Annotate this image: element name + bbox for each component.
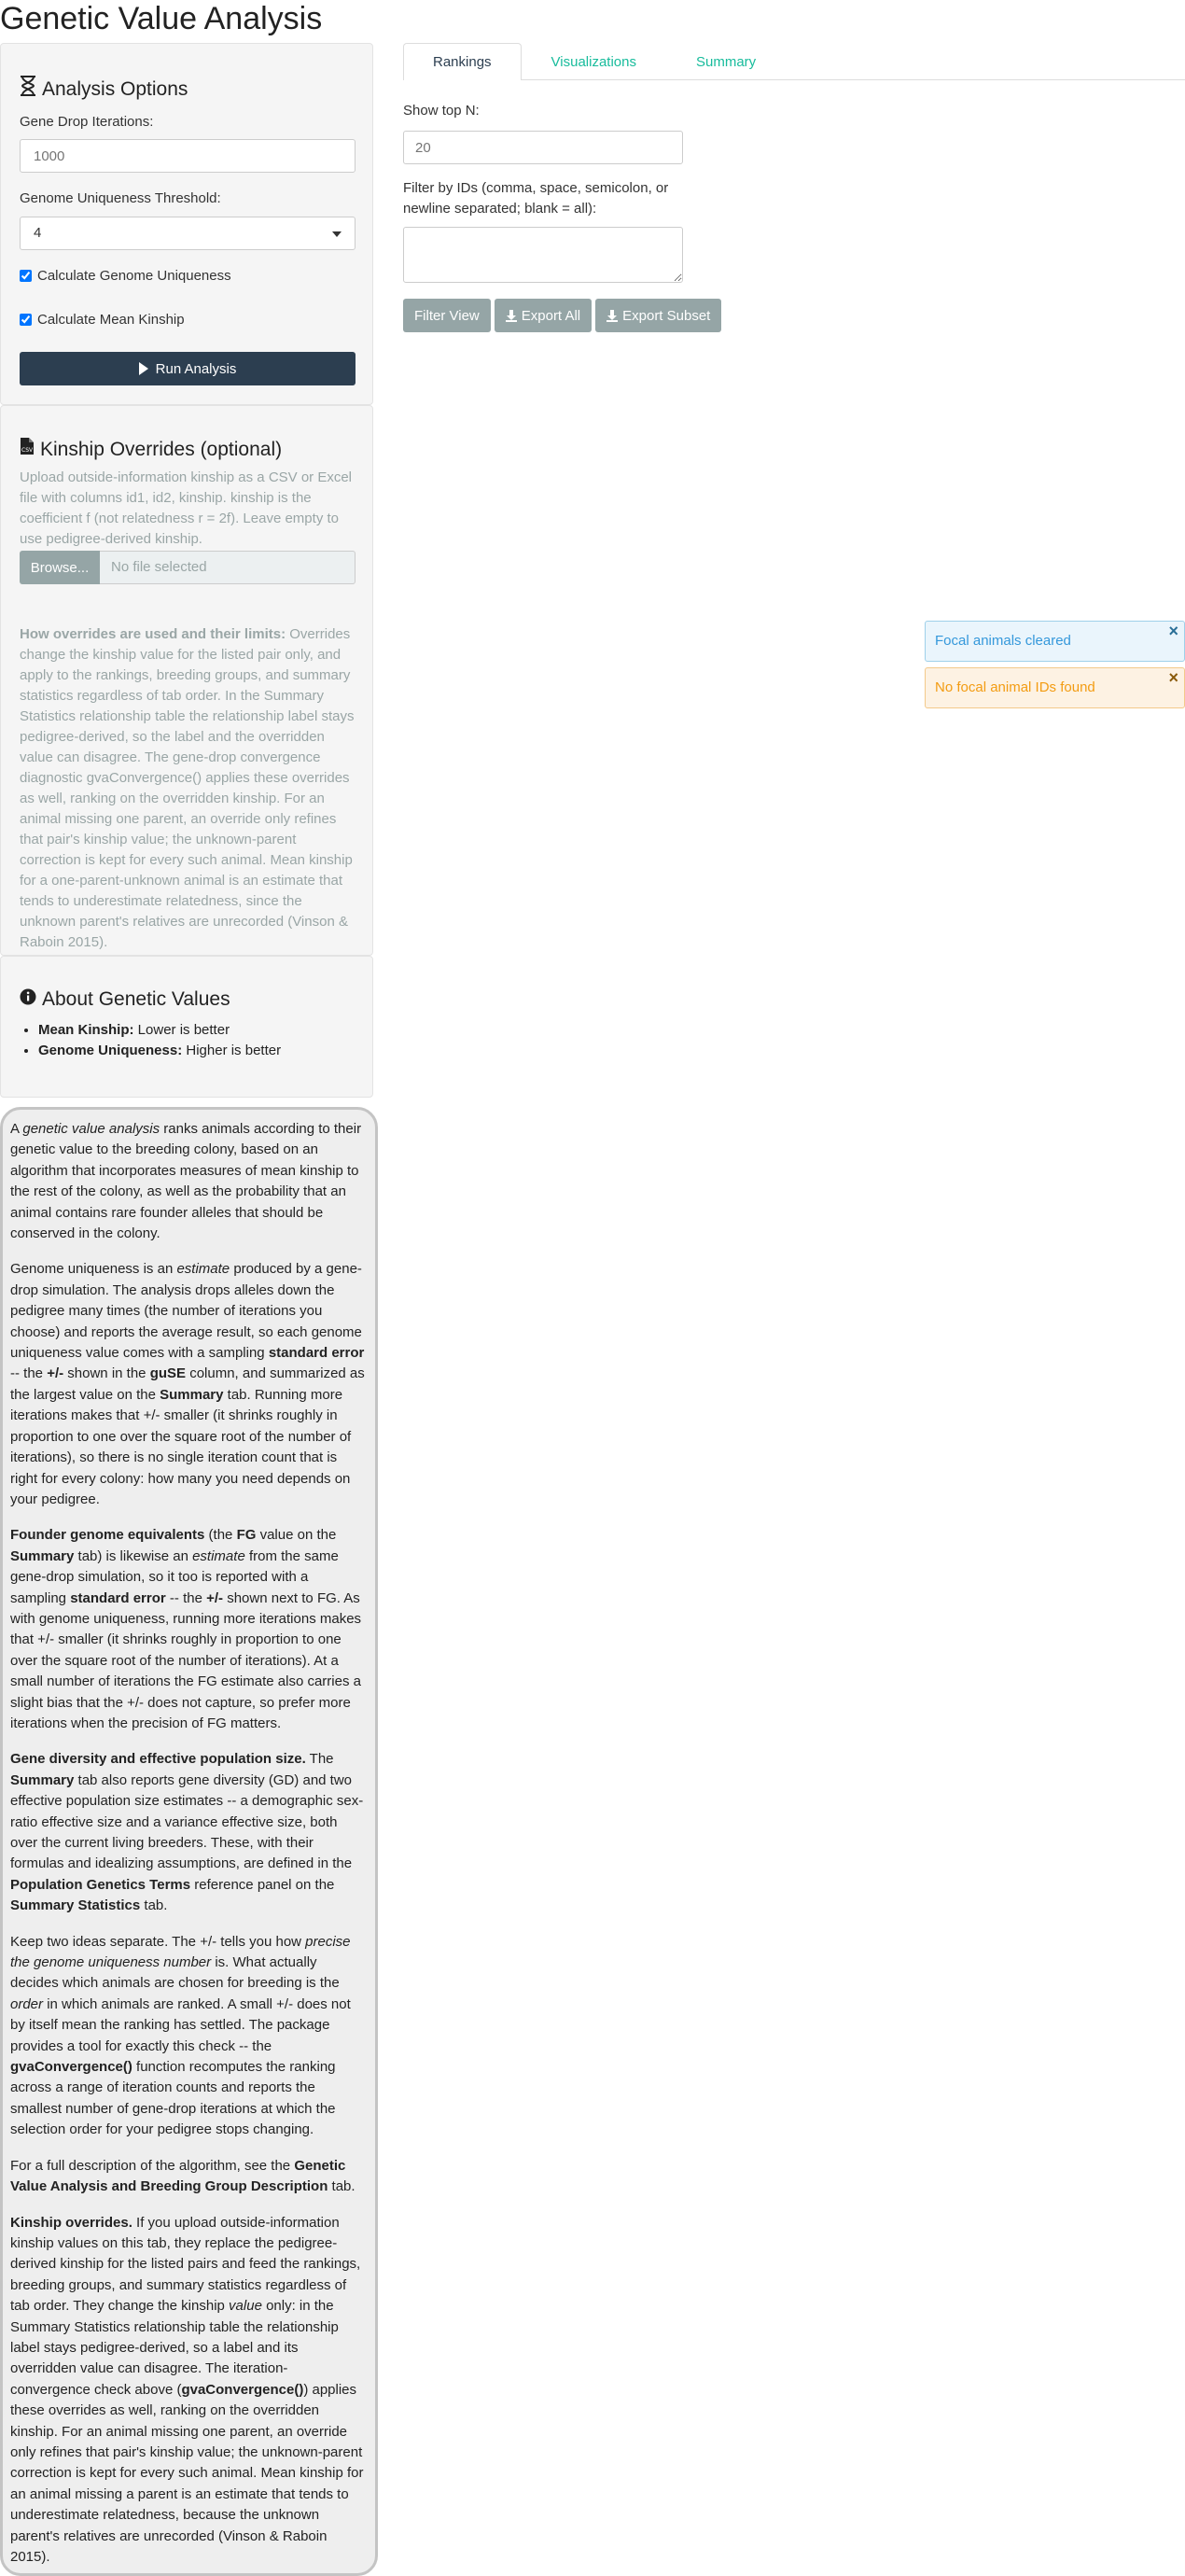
- calc-mk-label: Calculate Mean Kinship: [37, 312, 185, 328]
- tab-summary[interactable]: Summary: [696, 54, 757, 70]
- about-item-term: Mean Kinship:: [38, 1022, 134, 1038]
- notification-text: No focal animal IDs found: [935, 679, 1095, 695]
- export-all-button[interactable]: [495, 299, 592, 332]
- tab-rankings[interactable]: Rankings: [403, 43, 522, 80]
- close-icon[interactable]: ×: [1168, 622, 1178, 640]
- top-n-input[interactable]: [403, 131, 683, 164]
- download-icon: [606, 310, 618, 322]
- description-box: [0, 1107, 378, 2576]
- desc-paragraph-7: Kinship overrides. If you upload outside-information kinship values on this tab, they replace the pedigree-derived kinship for the listed pairs and feed the rankings, breeding groups, and summary statistics regardless of tab order. They change the kinship value only: in the Summary Statistics relationship table the relationship label stays pedigree-derived, so a label and its overridden value can disagree. The iteration-convergence check above (gvaConvergence()) applies these overrides as well, ranking on the overridden kinship. For an animal missing one parent, an override only refines that pair's kinship value; the unknown-parent correction is kept for every such animal. Mean kinship for an animal missing a parent is an estimate that tends to underestimate relatedness, because the unknown parent's relatives are unrecorded (Vinson & Raboin 2015).: [10, 2214, 364, 2565]
- desc-paragraph-1: A genetic value analysis ranks animals according to their genetic value to the breeding colony, based on an algorithm that incorporates measures of mean kinship to the rest of the colony, as well as the probability that an animal contains rare founder alleles that should be conserved in the colony.: [10, 1121, 362, 1242]
- run-analysis-button[interactable]: [20, 352, 356, 385]
- chevron-down-icon: [332, 231, 342, 237]
- kinship-overrides-panel: [0, 405, 373, 956]
- desc-paragraph-4: Gene diversity and effective population size. The Summary tab also reports gene diversity (GD) and two effective population size estimates -- a demographic sex-ratio effective size and a variance effective size, both over the current living breeders. These, with their formulas and idealizing assumptions, are defined in the Population Genetics Terms reference panel on the Summary Statistics tab.: [10, 1751, 364, 1914]
- notification-text: Focal animals cleared: [935, 633, 1071, 649]
- page-title: Genetic Value Analysis: [0, 1, 323, 36]
- filter-view-button[interactable]: [403, 299, 491, 332]
- close-icon[interactable]: ×: [1168, 668, 1178, 687]
- desc-paragraph-2: Genome uniqueness is an estimate produced by a gene-drop simulation. The analysis drops alleles down the pedigree many times (the number of iterations you choose) and reports the average result, so each genome uniqueness value comes with a sampling standard error -- the +/- shown in the guSE column, and summarized as the largest value on the Summary tab. Running more iterations makes that +/- smaller (it shrinks roughly in proportion to one over the square root of the number of iterations), so there is no single iteration count that is right for every colony: how many you need depends on your pedigree.: [10, 1261, 365, 1507]
- filter-ids-textarea[interactable]: [403, 227, 683, 283]
- about-item-text: Lower is better: [133, 1022, 230, 1038]
- about-item-genome-uniqueness: [38, 1041, 281, 1061]
- analysis-options-header: [20, 76, 188, 104]
- export-subset-label: Export Subset: [622, 307, 711, 324]
- desc-paragraph-3: Founder genome equivalents (the FG value on the Summary tab) is likewise an estimate from the same gene-drop simulation, so it too is reported with a sampling standard error -- the +/- shown next to FG. As with genome uniqueness, running more iterations makes that +/- smaller (it shrinks roughly in proportion to one over the square root of the number of iterations). At a small number of iterations the FG estimate also carries a slight bias that the +/- does not capture, so prefer more iterations when the precision of FG matters.: [10, 1527, 362, 1731]
- info-circle-icon: [20, 987, 36, 1013]
- notification-info: [925, 621, 1185, 662]
- threshold-select[interactable]: [20, 217, 356, 250]
- about-item-term: Genome Uniqueness:: [38, 1043, 183, 1058]
- gene-drop-input[interactable]: [20, 139, 356, 173]
- analysis-options-title: Analysis Options: [42, 78, 188, 100]
- file-name-display: No file selected: [100, 551, 356, 584]
- calc-mk-checkbox[interactable]: [20, 314, 32, 326]
- calc-mk-row[interactable]: [20, 310, 185, 330]
- top-n-label: Show top N:: [403, 103, 480, 119]
- gene-drop-label: Gene Drop Iterations:: [20, 114, 154, 130]
- threshold-value: 4: [34, 225, 42, 241]
- rankings-button-row: [403, 299, 721, 332]
- run-analysis-label: Run Analysis: [155, 360, 237, 377]
- limits-body: Overrides change the kinship value for the listed pair only, and apply to the rankings, breeding groups, and summary statistics regardless of tab order. In the Summary Statistics relationship table the relationship label stays pedigree-derived, so the label and the overridden value can disagree. The gene-drop convergence diagnostic gvaConvergence() applies these overrides as well, ranking on the overridden kinship. For an animal missing one parent, an override only refines that pair's kinship value; the unknown-parent correction is kept for every such animal. Mean kinship for a one-parent-unknown animal is an estimate that tends to underestimate relatedness, since the unknown parent's relatives are unrecorded (Vinson & Raboin 2015).: [20, 626, 355, 950]
- desc-paragraph-6: For a full description of the algorithm, see the Genetic Value Analysis and Breeding Group Description tab.: [10, 2157, 356, 2195]
- tab-visualizations[interactable]: Visualizations: [551, 54, 636, 70]
- hourglass-icon: [20, 76, 36, 104]
- filter-ids-label: Filter by IDs (comma, space, semicolon, or newline separated; blank = all):: [403, 180, 669, 217]
- about-title: About Genetic Values: [42, 988, 230, 1010]
- about-list: [1, 1020, 281, 1061]
- kinship-overrides-title: Kinship Overrides (optional): [40, 439, 283, 460]
- main-tabs: [403, 43, 1185, 80]
- kinship-help-text: Upload outside-information kinship as a CSV or Excel file with columns id1, id2, kinship. kinship is the coefficient f (not relatedness r = 2f). Leave empty to use pedigree-derived kinship.: [20, 469, 353, 547]
- browse-button[interactable]: Browse...: [20, 551, 100, 584]
- overrides-limits-text: [20, 624, 356, 953]
- kinship-overrides-header: [20, 437, 282, 463]
- analysis-options-panel: [0, 43, 373, 405]
- about-panel: [0, 956, 373, 1098]
- calc-gu-row[interactable]: [20, 266, 231, 287]
- export-subset-button[interactable]: [595, 299, 721, 332]
- csv-file-icon: [20, 437, 35, 463]
- notification-warning: [925, 667, 1185, 708]
- filter-view-label: Filter View: [414, 307, 480, 324]
- threshold-label: Genome Uniqueness Threshold:: [20, 190, 221, 206]
- desc-paragraph-5: Keep two ideas separate. The +/- tells you how precise the genome uniqueness number is. What actually decides which animals are chosen for breeding is the order in which animals are ranked. A small +/- does not by itself mean the ranking has settled. The package provides a tool for exactly this check -- the gvaConvergence() function recomputes the ranking across a range of iteration counts and reports the smallest number of gene-drop iterations at which the selection order for your pedigree stops changing.: [10, 1933, 351, 2138]
- about-item-mean-kinship: [38, 1020, 281, 1041]
- limits-heading: How overrides are used and their limits:: [20, 626, 286, 642]
- about-item-text: Higher is better: [182, 1043, 282, 1058]
- export-all-label: Export All: [521, 307, 581, 324]
- file-input[interactable]: [20, 551, 356, 584]
- svg-text:CSV: CSV: [21, 447, 34, 454]
- play-icon: [139, 362, 148, 375]
- download-icon: [506, 310, 517, 322]
- calc-gu-checkbox[interactable]: [20, 270, 32, 282]
- about-header: [20, 987, 230, 1013]
- calc-gu-label: Calculate Genome Uniqueness: [37, 268, 231, 284]
